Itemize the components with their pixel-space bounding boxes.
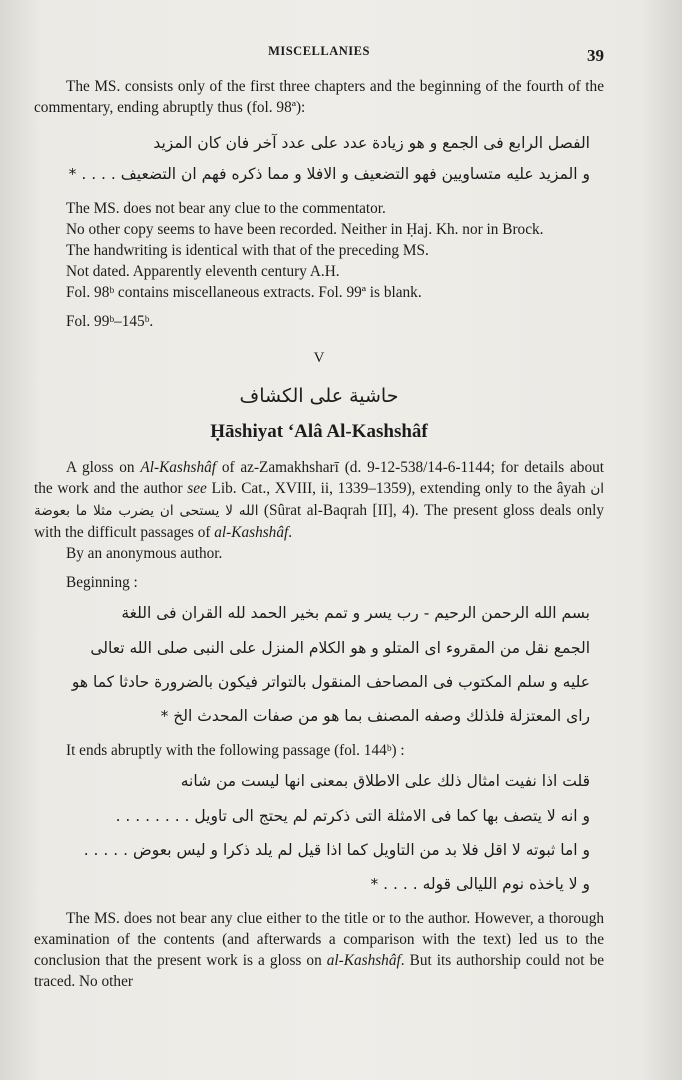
gloss-paragraph: A gloss on Al-Kashshâf of az-Zamakhsharī (d. 9-12-538/14-6-1144; for details about the work and the author see Lib. Cat., XVIII, ii, 1339–1359), extending only to the âyah ان الله لا يستحى ان يضرب مثلا ما بعوضة (Sûrat al-Baqrah [II], 4). The present gloss deals only with the difficult passages of al-Kashshâf. — [34, 459, 605, 541]
ending-arabic-line-2: و انه لا يتصف بها كما فى الامثلة التى ذكرتم لم يحتج الى تاويل . . . . . . . . — [115, 807, 590, 825]
beginning-arabic-line-4: راى المعتزلة فلذلك وصفه المصنف بما هو من صفات المحدث الخ * — [160, 707, 590, 725]
beginning-arabic-line-3: عليه و سلم المكتوب فى المصاحف المنقول بالتواتر فيكون بالضرورة حادثا كما هو — [71, 673, 590, 691]
ending-arabic-line-4: و لا ياخذه نوم الليالى قوله . . . . * — [370, 875, 590, 893]
ending-arabic-line-1: قلت اذا نفيت امثال ذلك على الاطلاق بمعنى انها ليست من شانه — [180, 772, 590, 790]
beginning-label: Beginning : — [66, 574, 138, 591]
work-title-closing: al-Kashshâf — [326, 952, 401, 969]
note-extracts: Fol. 98ᵇ contains miscellaneous extracts. Fol. 99ª is blank. — [66, 284, 422, 301]
page-number: 39 — [587, 46, 604, 65]
note-commentator: The MS. does not bear any clue to the commentator. — [66, 200, 386, 217]
ending-label: It ends abruptly with the following passage (fol. 144ᵇ) : — [66, 742, 405, 759]
ayah-arabic: ان الله لا يستحى ان يضرب مثلا ما بعوضة — [34, 481, 605, 519]
author-line: By an anonymous author. — [66, 545, 223, 562]
section-title: Ḥāshiyat ‘Alâ Al-Kashshâf — [210, 421, 428, 442]
intro-paragraph: The MS. consists only of the first three chapters and the beginning of the fourth of the commentary, ending abruptly thus (fol. 98ª): — [34, 78, 604, 116]
section-number: V — [313, 350, 325, 366]
beginning-arabic-line-2: الجمع نقل من المقروء اى المتلو و هو الكلام المنزل على النبى صلى الله تعالى — [90, 639, 590, 657]
arabic-title: حاشية على الكشاف — [239, 385, 399, 407]
note-handwriting: The handwriting is identical with that of the preceding MS. — [66, 242, 429, 259]
running-title: MISCELLANIES — [268, 44, 370, 58]
arabic-end-line-2: و المزيد عليه متساويين فهو التضعيف و الافلا و مما ذكره فهم ان التضعيف . . . . * — [68, 165, 590, 183]
arabic-end-line-1: الفصل الرابع فى الجمع و هو زيادة عدد على عدد آخر فان كان المزيد — [153, 134, 590, 152]
work-title: Al-Kashshâf — [140, 459, 217, 476]
ending-arabic-line-3: و اما ثبوته لا اقل فلا بد من التاويل كما اذا قيل لم يلد ذكرا و ليس بعوض . . . . . — [83, 841, 590, 859]
beginning-arabic-line-1: بسم الله الرحمن الرحيم - رب يسر و تمم بخير الحمد لله القران فى اللغة — [121, 604, 590, 622]
folio-range: Fol. 99ᵇ–145ᵇ. — [66, 313, 154, 330]
note-other-copy: No other copy seems to have been recorded. Neither in Ḥaj. Kh. nor in Brock. — [66, 221, 544, 238]
closing-paragraph: The MS. does not bear any clue either to the title or to the author. However, a thorough examination of the contents (and afterwards a comparison with the text) led us to the conclusion that the present work is a gloss on al-Kashshâf. But its authorship could not be traced. No other — [34, 910, 605, 990]
note-date: Not dated. Apparently eleventh century A.H. — [66, 263, 340, 280]
page-body — [34, 76, 604, 992]
